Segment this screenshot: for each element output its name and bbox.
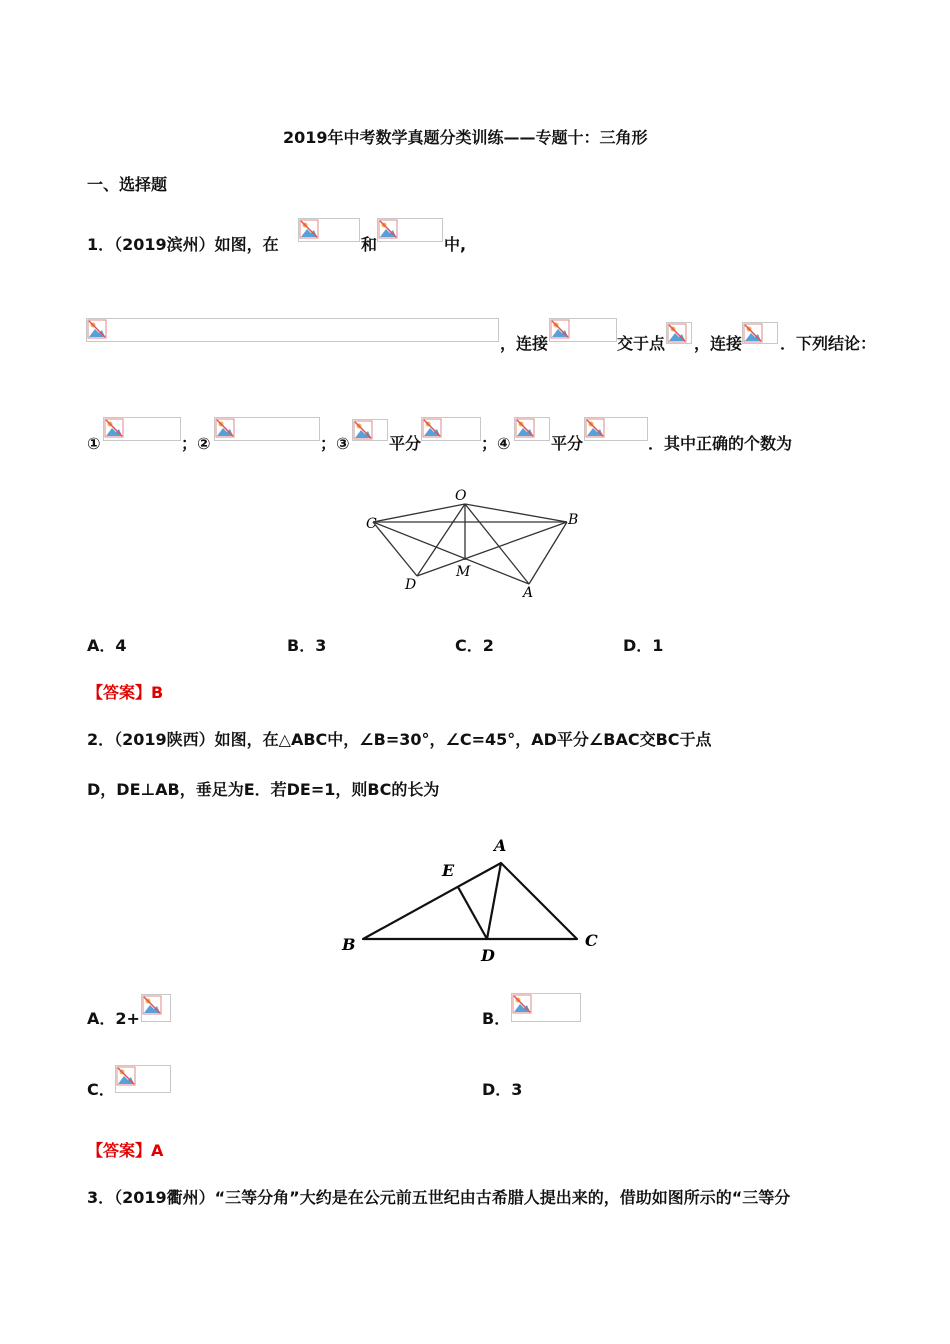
broken-image-icon xyxy=(511,993,581,1022)
label-c: C xyxy=(366,516,377,532)
broken-image-icon xyxy=(103,417,181,441)
q1-option-c: C．2 xyxy=(455,636,494,655)
q1-line3-end: ．其中正确的个数为 xyxy=(648,434,793,453)
section-heading: 一、选择题 xyxy=(87,175,168,194)
q2-option-d: D．3 xyxy=(482,1080,523,1099)
broken-image-icon xyxy=(377,218,443,242)
broken-image-icon xyxy=(514,417,550,441)
label-b: B xyxy=(568,512,579,528)
broken-image-icon xyxy=(214,417,320,441)
q2-line1: 2．（2019陕西）如图，在△ABC中，∠B=30°，∠C=45°，AD平分∠BAC交BC于点 xyxy=(87,730,712,749)
q2-answer: 【答案】A xyxy=(87,1141,164,1160)
broken-image-icon xyxy=(549,318,617,342)
q1-connect1: ，连接 xyxy=(500,334,549,353)
q1-cross: 交于点 xyxy=(617,334,666,353)
broken-image-icon xyxy=(421,417,481,441)
q1-bisect-4: 平分 xyxy=(551,434,584,453)
q1-figure xyxy=(355,485,595,603)
q2-line2: D，DE⊥AB，垂足为E．若DE=1，则BC的长为 xyxy=(87,780,440,799)
q2-option-b: B． xyxy=(482,1009,511,1028)
label-d: D xyxy=(481,946,495,965)
broken-image-icon xyxy=(352,419,388,441)
q2-option-a: A．2+ xyxy=(87,1009,140,1028)
broken-image-icon xyxy=(141,994,171,1022)
label-a: A xyxy=(523,585,534,601)
broken-image-icon xyxy=(86,318,499,342)
broken-image-icon xyxy=(742,322,778,344)
label-d: D xyxy=(405,577,417,593)
q1-answer: 【答案】B xyxy=(87,683,164,702)
q1-line2-end: ．下列结论： xyxy=(780,334,877,353)
q1-line1-start: 1．（2019滨州）如图，在 xyxy=(87,235,279,254)
q1-conclusion-1: ① xyxy=(87,434,101,453)
broken-image-icon xyxy=(298,218,360,242)
q1-conclusion-2: ；② xyxy=(181,434,211,453)
q1-line1-end: 中, xyxy=(444,235,467,254)
q1-option-b: B．3 xyxy=(287,636,327,655)
q1-bisect-3: 平分 xyxy=(389,434,422,453)
page-title: 2019年中考数学真题分类训练——专题十：三角形 xyxy=(283,128,648,147)
broken-image-icon xyxy=(666,322,692,344)
label-b: B xyxy=(342,935,356,954)
broken-image-icon xyxy=(584,417,648,441)
label-o: O xyxy=(455,488,467,504)
q1-option-a: A．4 xyxy=(87,636,127,655)
q1-and: 和 xyxy=(361,235,378,254)
q3-line1: 3．（2019衢州）“三等分角”大约是在公元前五世纪由古希腊人提出来的，借助如图所示的“三等分 xyxy=(87,1188,791,1207)
q1-option-d: D．1 xyxy=(623,636,664,655)
label-c: C xyxy=(585,931,598,950)
q1-conclusion-4: ；④ xyxy=(481,434,511,453)
q1-connect2: ，连接 xyxy=(694,334,743,353)
label-e: E xyxy=(442,861,455,880)
label-a: A xyxy=(494,836,507,855)
label-m: M xyxy=(456,564,471,580)
q2-figure xyxy=(335,833,605,968)
q2-option-c: C． xyxy=(87,1080,115,1099)
q1-conclusion-3: ；③ xyxy=(320,434,350,453)
broken-image-icon xyxy=(115,1065,171,1093)
